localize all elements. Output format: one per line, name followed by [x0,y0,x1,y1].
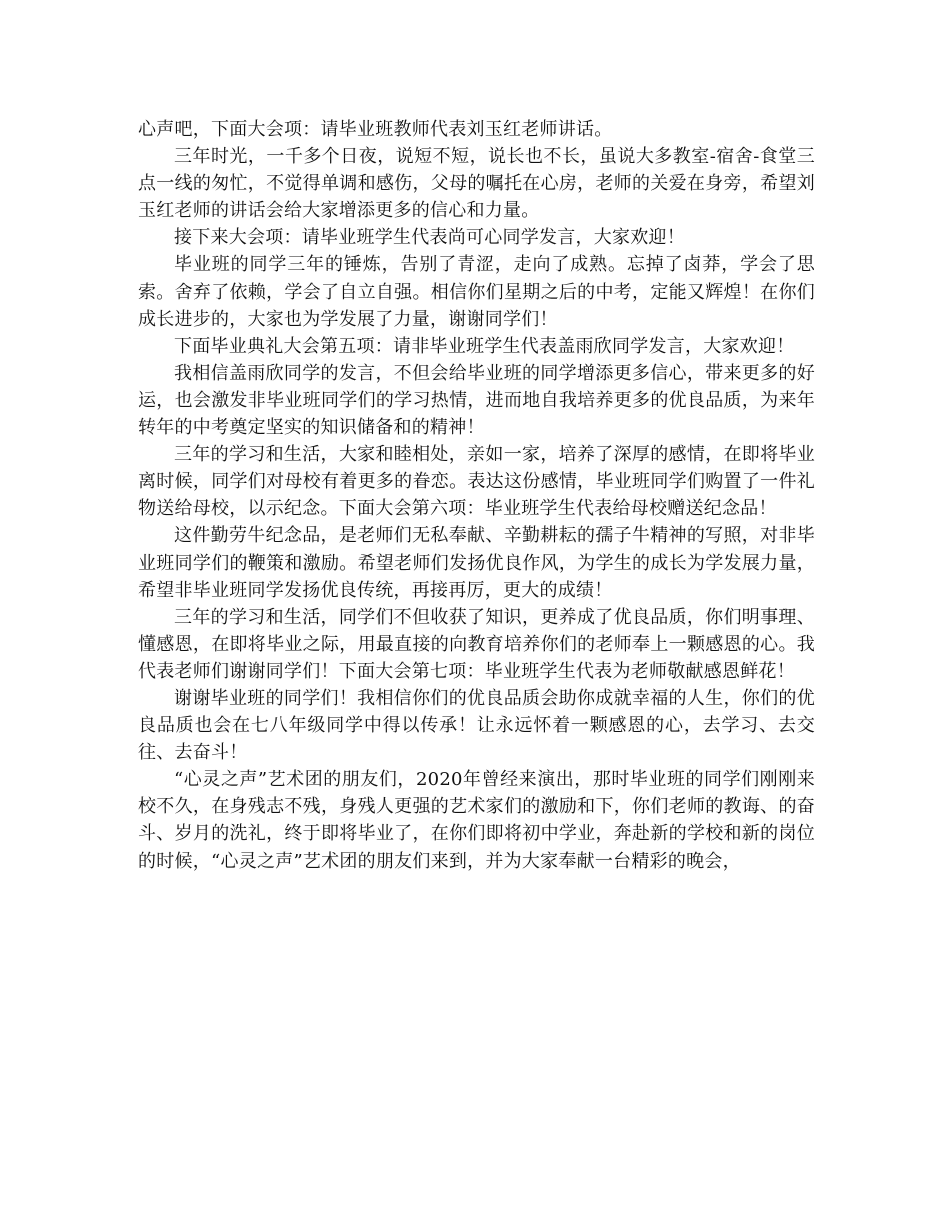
paragraph-6: 我相信盖雨欣同学的发言，不但会给毕业班的同学增添更多信心，带来更多的好运，也会激发非毕业班同学们的学习热情，进而地自我培养更多的优良品质，为来年转年的中考奠定坚实的知识储备和的精神！ [138,362,815,439]
paragraph-3: 接下来大会项：请毕业班学生代表尚可心同学发言，大家欢迎！ [174,227,685,249]
paragraph-11: “心灵之声”艺术团的朋友们，2020年曾经来演出，那时毕业班的同学们刚刚来校不久，在身残志不残，身残人更强的艺术家们的激励和下，你们老师的教诲、的奋斗、岁月的洗礼，终于即将毕业了，在你们即将初中学业，奔赴新的学校和新的岗位的时候，“心灵之声”艺术团的朋友们来到，并为大家奉献一台精彩的晚会， [138,769,815,872]
paragraph-5: 下面毕业典礼大会第五项：请非毕业班学生代表盖雨欣同学发言，大家欢迎！ [174,335,795,357]
paragraph-10: 谢谢毕业班的同学们！我相信你们的优良品质会助你成就幸福的人生，你们的优良品质也会在七八年级同学中得以传承！让永远怀着一颗感恩的心，去学习、去交往、去奋斗！ [138,687,815,764]
paragraph-8: 这件勤劳牛纪念品，是老师们无私奉献、辛勤耕耘的孺子牛精神的写照，对非毕业班同学们的鞭策和激励。希望老师们发扬优良作风，为学生的成长为学发展力量，希望非毕业班同学发扬优良传统，再接再厉，更大的成绩！ [138,525,815,601]
paragraph-7: 三年的学习和生活，大家和睦相处，亲如一家，培养了深厚的感情，在即将毕业离时候，同学们对母校有着更多的眷恋。表达这份感情，毕业班同学们购置了一件礼物送给母校，以示纪念。下面大会第六项：毕业班学生代表给母校赠送纪念品！ [138,444,815,520]
paragraph-4: 毕业班的同学三年的锤炼，告别了青涩，走向了成熟。忘掉了卤莽，学会了思索。舍弃了依赖，学会了自立自强。相信你们星期之后的中考，定能又辉煌！在你们成长进步的，大家也为学发展了力量，谢谢同学们！ [138,254,815,330]
paragraph-2: 三年时光，一千多个日夜，说短不短，说长也不长，虽说大多教室-宿舍-食堂三点一线的匆忙，不觉得单调和感伤，父母的嘱托在心房，老师的关爱在身旁，希望刘玉红老师的讲话会给大家增添更多的信心和力量。 [138,146,815,222]
paragraph-1: 心声吧，下面大会项：请毕业班教师代表刘玉红老师讲话。 [138,119,613,140]
paragraph-9: 三年的学习和生活，同学们不但收获了知识，更养成了优良品质，你们明事理、懂感恩，在即将毕业之际，用最直接的向教育培养你们的老师奉上一颗感恩的心。我代表老师们谢谢同学们！下面大会第七项：毕业班学生代表为老师敬献感恩鲜花！ [138,606,815,682]
document-body [138,116,815,875]
